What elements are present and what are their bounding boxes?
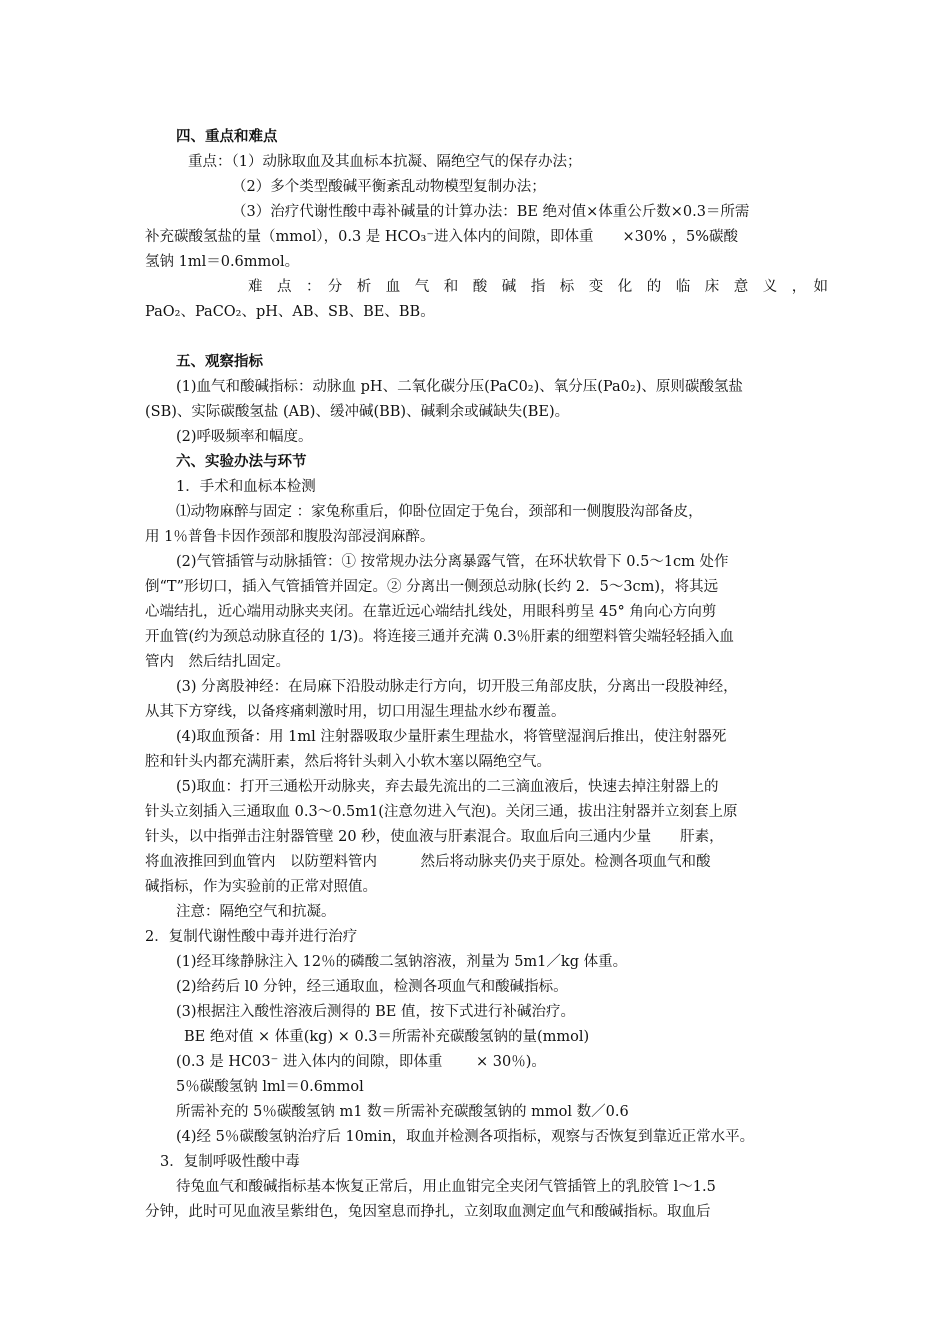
step-1-title: 1．手术和血标本检测 (176, 479, 316, 495)
step-1-5-cont-4: 碱指标，作为实验前的正常对照值。 (145, 879, 377, 895)
formula-line-4: 所需补充的 5％碳酸氢钠 m1 数＝所需补充碳酸氢钠的 mmol 数／0.6 (176, 1104, 629, 1120)
step-1-1-cont: 用 1％普鲁卡因作颈部和腹股沟部浸润麻醉。 (145, 529, 435, 545)
difficulty-indicators: PaO₂、PaCO₂、pH、AB、SB、BE、BB。 (145, 304, 435, 320)
step-1-5: (5)取血：打开三通松开动脉夹，弃去最先流出的二三滴血液后，快速去掉注射器上的 (176, 779, 719, 795)
step-2-4: (4)经 5％碳酸氢钠治疗后 10min，取血并检测各项指标，观察与否恢复到靠近正常水平。 (176, 1129, 755, 1145)
section-heading-6: 六、实验办法与环节 (176, 453, 307, 470)
step-2-1: (1)经耳缘静脉注入 12％的磷酸二氢钠溶液，剂量为 5m1／kg 体重。 (176, 954, 628, 970)
step-2-2: (2)给药后 l0 分钟，经三通取血，检测各项血气和酸碱指标。 (176, 979, 568, 995)
step-1-5-cont-3: 将血液推回到血管内 以防塑料管内 然后将动脉夹仍夹于原处。检测各项血气和酸 (145, 854, 711, 870)
key-point-3-cont-2: 氢钠 1ml＝0.6mmol。 (145, 254, 300, 270)
difficulty-line: 难 点 ： 分 析 血 气 和 酸 碱 指 标 变 化 的 临 床 意 义 ， 如 (248, 279, 828, 295)
step-1-5-cont-2: 针头，以中指弹击注射器管壁 20 秒，使血液与肝素混合。取血后向三通内少量 肝素， (145, 829, 724, 845)
section-heading-5: 五、观察指标 (176, 353, 263, 370)
step-1-2-cont-2: 心端结扎，近心端用动脉夹夹闭。在靠近远心端结扎线处，用眼科剪呈 45° 角向心方向剪 (145, 604, 717, 620)
step-2-title: 2．复制代谢性酸中毒并进行治疗 (145, 929, 358, 945)
key-point-3: （3）治疗代谢性酸中毒补碱量的计算办法：BE 绝对值×体重公斤数×0.3＝所需 (232, 204, 750, 220)
key-point-3-cont-1: 补充碳酸氢盐的量（mmol），0.3 是 HCO₃⁻进入体内的间隙，即体重 ×30% ，5%碳酸 (145, 229, 738, 245)
step-1-4: (4)取血预备：用 1ml 注射器吸取少量肝素生理盐水，将管壁湿润后推出，使注射器死 (176, 729, 727, 745)
observation-1-cont: (SB)、实际碳酸氢盐 (AB)、缓冲碱(BB)、碱剩余或碱缺失(BE)。 (145, 404, 570, 420)
step-1-4-cont: 腔和针头内都充满肝素，然后将针头刺入小软木塞以隔绝空气。 (145, 754, 551, 770)
step-3-title: 3．复制呼吸性酸中毒 (160, 1154, 300, 1170)
formula-line-2: (0.3 是 HC03⁻ 进入体内的间隙，即体重 × 30％)。 (176, 1054, 546, 1070)
step-3-1: 待兔血气和酸碱指标基本恢复正常后，用止血钳完全夹闭气管插管上的乳胶管 l～1.5 (176, 1179, 716, 1195)
step-2-3: (3)根据注入酸性溶液后测得的 BE 值，按下式进行补碱治疗。 (176, 1004, 575, 1020)
step-3-1-cont: 分钟，此时可见血液呈紫绀色，兔因窒息而挣扎，立刻取血测定血气和酸碱指标。取血后 (145, 1204, 711, 1220)
key-point-1: 重点：（1）动脉取血及其血标本抗凝、隔绝空气的保存办法； (188, 154, 582, 170)
step-1-3: (3) 分离股神经：在局麻下沿股动脉走行方向，切开股三角部皮肤，分离出一段股神经， (176, 679, 738, 695)
key-point-2: （2）多个类型酸碱平衡紊乱动物模型复制办法； (232, 179, 546, 195)
formula-line-1: BE 绝对值 × 体重(kg) × 0.3＝所需补充碳酸氢钠的量(mmol) (184, 1029, 590, 1045)
section-heading-4: 四、重点和难点 (176, 128, 278, 145)
step-1-5-cont-1: 针头立刻插入三通取血 0.3～0.5m1(注意勿进入气泡)。关闭三通，拔出注射器并立刻套上原 (145, 804, 738, 820)
step-1-1: ⑴动物麻醉与固定 ：家兔称重后，仰卧位固定于兔台，颈部和一侧腹股沟部备皮， (176, 504, 703, 520)
step-1-3-cont: 从其下方穿线，以备疼痛刺激时用，切口用湿生理盐水纱布覆盖。 (145, 704, 566, 720)
step-1-2-cont-1: 倒“T”形切口，插入气管插管并固定。② 分离出一侧颈总动脉(长约 2．5～3cm)，将其远 (145, 579, 719, 595)
observation-1: (1)血气和酸碱指标：动脉血 pH、二氧化碳分压(PaC0₂)、氧分压(Pa0₂)、原则碳酸氢盐 (176, 379, 743, 395)
step-1-2: (2)气管插管与动脉插管：① 按常规办法分离暴露气管，在环状软骨下 0.5～1cm 处作 (176, 554, 729, 570)
formula-line-3: 5％碳酸氢钠 lml＝0.6mmol (176, 1079, 364, 1095)
step-1-2-cont-3: 开血管(约为颈总动脉直径的 1/3)。将连接三通并充满 0.3％肝素的细塑料管尖端轻轻插入血 (145, 629, 734, 645)
step-1-2-cont-4: 管内 然后结扎固定。 (145, 654, 290, 670)
note-line: 注意：隔绝空气和抗凝。 (176, 904, 336, 920)
observation-2: (2)呼吸频率和幅度。 (176, 429, 313, 445)
